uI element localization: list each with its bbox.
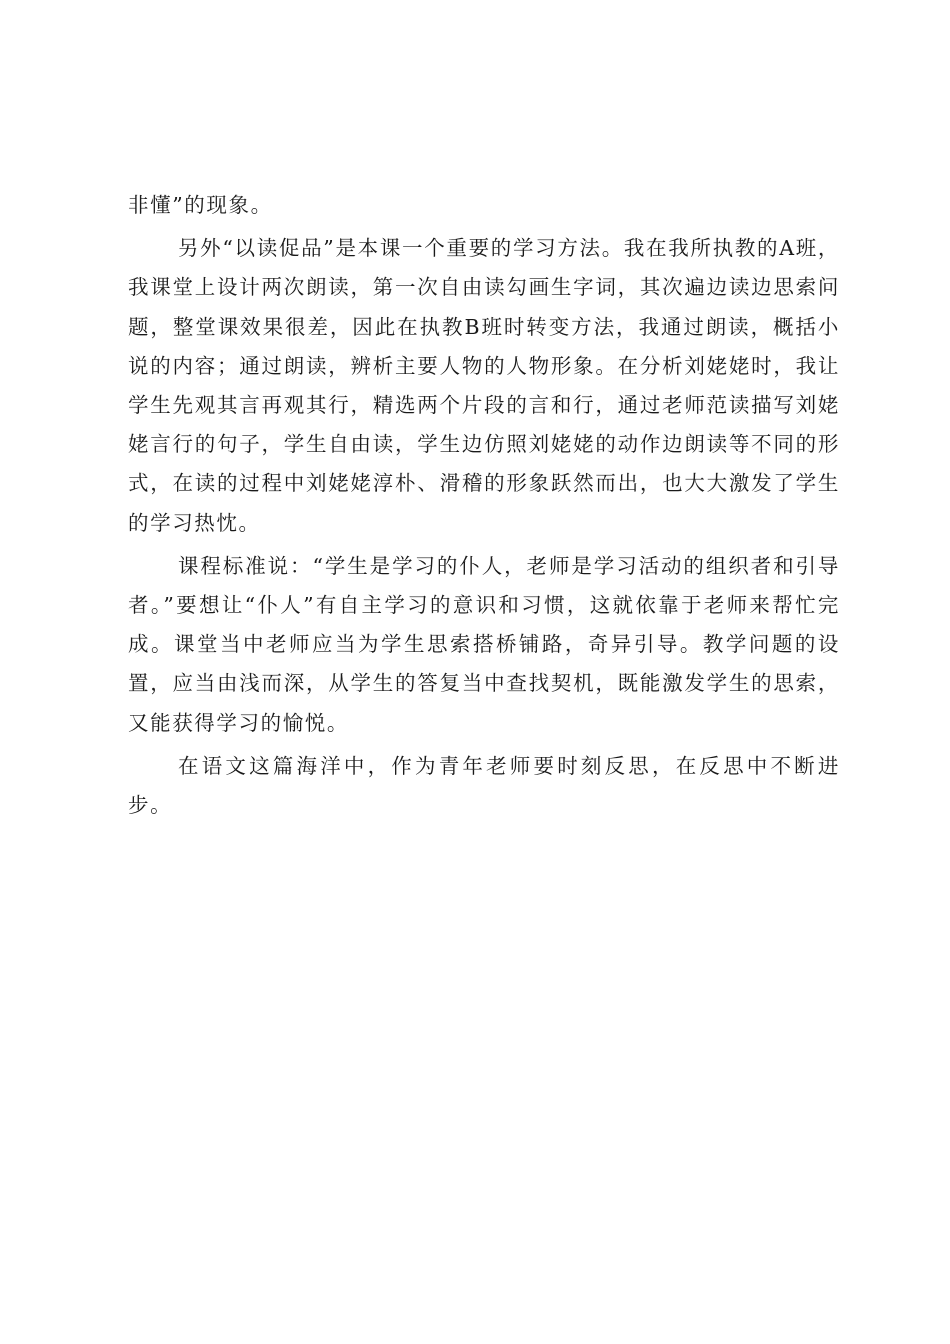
paragraph-continuation: 非懂”的现象。 [128, 193, 273, 217]
paragraph-conclusion: 在语文这篇海洋中，作为青年老师要时刻反思，在反思中不断进步。 [128, 753, 840, 818]
document-body [128, 186, 840, 829]
paragraph-curriculum-standard: 课程标准说：“学生是学习的仆人，老师是学习活动的组织者和引导者。”要想让“仆人”有自主学习的意识和习惯，这就依靠于老师来帮忙完成。课堂当中老师应当为学生思索搭桥铺路，奇异引导。教学问题的设置，应当由浅而深，从学生的答复当中查找契机，既能激发学生的思索，又能获得学习的愉悦。 [128, 553, 840, 735]
paragraph-reading-method: 另外“以读促品”是本课一个重要的学习方法。我在我所执教的A班，我课堂上设计两次朗读，第一次自由读勾画生字词，其次遍边读边思索问题，整堂课效果很差，因此在执教B班时转变方法，我通过朗读，概括小说的内容；通过朗读，辨析主要人物的人物形象。在分析刘姥姥时，我让学生先观其言再观其行，精选两个片段的言和行，通过老师范读描写刘姥姥言行的句子，学生自由读，学生边仿照刘姥姥的动作边朗读等不同的形式，在读的过程中刘姥姥淳朴、滑稽的形象跃然而出，也大大激发了学生的学习热忱。 [128, 236, 840, 535]
